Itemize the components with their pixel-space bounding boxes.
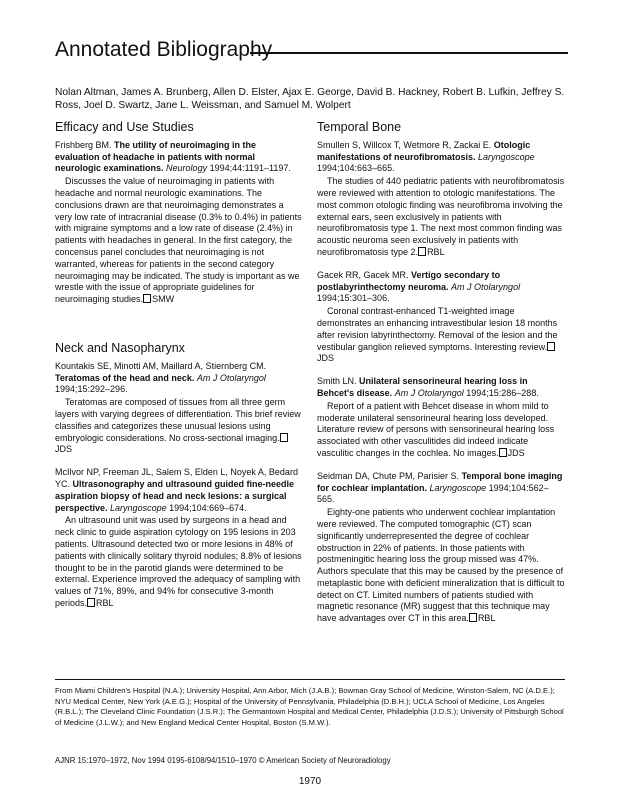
annotation-text: The studies of 440 pediatric patients with neurofibromatosis were reviewed with attention to otologic manifestations. The most common otologic finding was neurofibroma involving the external ears, seen exclusively in patients with neurofibromatosis type 1. The next most common finding was acoustic neuroma seen exclusively in patients with neurofibromatosis type 2. bbox=[317, 176, 565, 257]
reviewer-initials: JDS bbox=[317, 353, 335, 364]
left-column bbox=[55, 122, 303, 621]
entry-ref: 1994;104:663–665. bbox=[317, 163, 395, 174]
entry-journal: Laryngoscope bbox=[478, 151, 535, 162]
section-heading-efficacy: Efficacy and Use Studies bbox=[55, 120, 194, 134]
section-heading-neck: Neck and Nasopharynx bbox=[55, 340, 185, 355]
entry-ref: 1994;104:669–674. bbox=[169, 502, 247, 513]
citation bbox=[55, 361, 303, 396]
bib-entry bbox=[317, 270, 565, 365]
entry-title: Unilateral sensorineural hearing loss in Behcet's disease. bbox=[317, 376, 528, 398]
end-box-icon bbox=[547, 342, 555, 351]
section-heading-temporal-bone: Temporal Bone bbox=[317, 120, 402, 134]
annotation-text: An ultrasound unit was used by surgeons in a head and neck clinic to guide aspiration cytology on 195 lesions in 203 patients. Ultrasound detected two or more lesions in 48% of patients with clinically solitary thyroid nodules; 8.8% of lesions thought to be in the parotid glands were determined to be external. Experience improved the adequacy of sampling with values of 71%, 89%, and 94% for consecutive 3-month periods. bbox=[55, 515, 302, 608]
end-box-icon bbox=[418, 247, 426, 256]
entry-annotation bbox=[55, 397, 303, 456]
end-box-icon bbox=[280, 433, 288, 442]
right-column bbox=[317, 122, 565, 636]
bib-entry bbox=[55, 140, 303, 306]
entry-annotation bbox=[317, 176, 565, 259]
bib-entry bbox=[317, 376, 565, 460]
entry-journal: Laryngoscope bbox=[110, 502, 167, 513]
entry-annotation bbox=[317, 507, 565, 625]
entry-journal: Neurology bbox=[166, 163, 208, 174]
title-rule bbox=[250, 52, 568, 54]
annotation-text: Discusses the value of neuroimaging in patients with headache and normal neurologic examinations. The conclusions drawn are that neuroimaging demonstrates a very low rate of intracranial disease (0.3% to 0.4%) in patients with migraine symptoms and a low rate of disease (2.4%) in patients with headaches in general. In the first category, the concensus panel concludes that neuroimaging is not warranted, whereas for patients in the second category neuroimaging may be indicated. The study is important as we wrestle with the issue of appropriate guidelines for neuroimaging studies. bbox=[55, 176, 302, 305]
entry-authors: Smith LN. bbox=[317, 376, 357, 387]
entry-journal: Am J Otolaryngol bbox=[451, 281, 521, 292]
entry-title: Teratomas of the head and neck. bbox=[55, 372, 195, 383]
end-box-icon bbox=[469, 613, 477, 622]
entry-ref: 1994;44:1191–1197. bbox=[209, 163, 291, 174]
entry-journal: Am J Otolaryngol bbox=[394, 387, 464, 398]
entry-authors: Kountakis SE, Minotti AM, Maillard A, Stiernberg CM. bbox=[55, 360, 267, 371]
end-box-icon bbox=[143, 294, 151, 303]
page-number: 1970 bbox=[298, 776, 322, 787]
end-box-icon bbox=[87, 598, 95, 607]
reviewer-initials: SMW bbox=[152, 294, 175, 305]
entry-annotation bbox=[55, 176, 303, 306]
annotation-text: Coronal contrast-enhanced T1-weighted image demonstrates an enhancing intravestibular lesion 18 months after revision labyrinthectomy. Removal of the lesion and the vestibular ganglion relieved symptoms. Interesting review. bbox=[317, 306, 558, 352]
entry-title: The utility of neuroimaging in the evaluation of headache in patients with normal neurologic examinations. bbox=[55, 139, 257, 174]
entry-authors: Frishberg BM. bbox=[55, 139, 112, 150]
entry-annotation bbox=[317, 401, 565, 460]
citation bbox=[317, 376, 565, 400]
footnote-rule bbox=[55, 679, 565, 680]
bib-entry bbox=[317, 471, 565, 625]
entry-ref: 1994;15:292–296. bbox=[55, 384, 128, 395]
entry-ref: 1994;15:286–288. bbox=[466, 387, 539, 398]
citation bbox=[55, 140, 303, 175]
citation bbox=[317, 270, 565, 305]
entry-journal: Am J Otolaryngol bbox=[196, 372, 266, 383]
entry-ref: 1994;104:562–565. bbox=[317, 482, 549, 505]
entry-authors: McIlvor NP, Freeman JL, Salem S, Elden L, Noyek A, Bedard YC. bbox=[55, 467, 298, 489]
entry-journal: Laryngoscope bbox=[429, 482, 487, 493]
page-title: Annotated Bibliography bbox=[55, 38, 273, 61]
reviewer-initials: RBL bbox=[96, 597, 114, 608]
reviewer-initials: JDS bbox=[507, 447, 525, 458]
journal-citation-line: AJNR 15:1970–1972, Nov 1994 0195-6108/94/1510–1970 © American Society of Neuroradiology bbox=[55, 756, 391, 765]
entry-annotation bbox=[317, 306, 565, 365]
entry-authors: Smullen S, Willcox T, Wetmore R, Zackai E. bbox=[317, 139, 492, 150]
citation bbox=[317, 471, 565, 506]
author-list: Nolan Altman, James A. Brunberg, Allen D. Elster, Ajax E. George, David B. Hackney, Robert B. Lufkin, Jeffrey S. Ross, Joel D. Swartz, Jane L. Weissman, and Samuel M. Wolpert bbox=[55, 87, 565, 111]
entry-title: Temporal bone imaging for cochlear implantation. bbox=[317, 470, 563, 493]
entry-annotation bbox=[55, 515, 303, 609]
bib-entry bbox=[55, 467, 303, 610]
affiliations-footnote: From Miami Children's Hospital (N.A.); University Hospital, Ann Arbor, Mich (J.A.B.); Bowman Gray School of Medicine, Winston-Salem, NC (A.D.E.); NYU Medical Center, New York (A.E.G.); Hospital of the University of Pennsylvania, Philadelphia (D.B.H.); UCLA School of Medicine, Los Angeles (R.B.L.); The Cleveland Clinic Foundation (J.S.R.); The Germantown Hospital and Medical Center, Philadelphia (J.D.S.); University of Pittsburgh School of Medicine (J.L.W.); and New England Medical Center Hospital, Boston (S.M.W.). bbox=[55, 686, 564, 727]
entry-ref: 1994;15:301–306. bbox=[317, 293, 390, 304]
bib-entry bbox=[317, 140, 565, 259]
entry-title: Otologic manifestations of neurofibromatosis. bbox=[317, 139, 531, 162]
reviewer-initials: JDS bbox=[55, 444, 73, 455]
annotation-text: Report of a patient with Behcet disease in whom mild to moderate unilateral sensorineural hearing loss developed. Literature review of persons with sensorineural hearing loss associated with other vasculitides did indeed indicate vasculitic changes in the cochlea. No images. bbox=[317, 400, 555, 458]
bib-entry bbox=[55, 361, 303, 456]
entry-authors: Gacek RR, Gacek MR. bbox=[317, 269, 409, 280]
entry-title: Ultrasonography and ultrasound guided fine-needle aspiration biopsy of head and neck lesions: a surgical perspective. bbox=[55, 478, 295, 513]
reviewer-initials: RBL bbox=[427, 246, 445, 257]
annotation-text: Teratomas are composed of tissues from all three germ layers with varying degrees of differentiation. This brief review classifies and categorizes these unusual lesions using embryologic considerations. No cross-sectional imaging. bbox=[55, 397, 301, 443]
citation bbox=[55, 467, 303, 514]
reviewer-initials: RBL bbox=[477, 613, 496, 624]
entry-title: Vertigo secondary to postlabyrinthectomy neuroma. bbox=[317, 269, 501, 292]
entry-authors: Seidman DA, Chute PM, Parisier S. bbox=[317, 470, 460, 481]
annotation-text: Eighty-one patients who underwent cochlear implantation were reviewed. The computed tomographic (CT) scan significantly underrepresented the degree of cochlear obstruction in 22% of patients. In those patients with postmeningitic hearing loss the group missed was 47%. Authors speculate that this may be caused by the presence of metaplastic bone with deficient mineralization that is difficult to detect on CT. Limited numbers of patients studied with magnetic resonance (MR) suggest that this technique may have advantages over CT in this area. bbox=[317, 507, 565, 624]
end-box-icon bbox=[499, 448, 507, 457]
citation bbox=[317, 140, 565, 175]
